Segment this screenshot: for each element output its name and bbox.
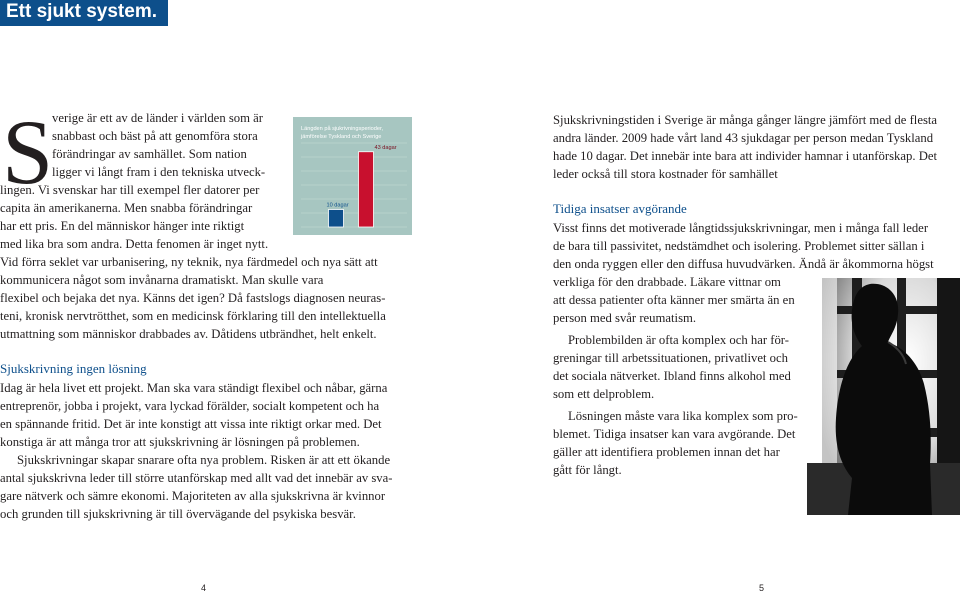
intro-line: ligger vi långt fram i den tekniska utveck- — [52, 165, 266, 179]
body-line: greningar till arbetssituationen, privatlivet och — [553, 351, 789, 365]
body-line: Idag är hela livet ett projekt. Man ska vara ständigt flexibel och nåbar, gärna — [0, 381, 388, 395]
body-line: Visst finns det motiverade långtidssjukskrivningar, men i många fall leder — [553, 221, 929, 235]
body-line: Lösningen måste vara lika komplex som pro- — [568, 409, 798, 423]
body-line: leder också till stora kostnader för samhället — [553, 167, 778, 181]
intro-line: snabbast och bäst på att genomföra stora — [52, 129, 258, 143]
body-line: antal sjukskrivna leder till större utanförskap med allt vad det innebär av sva- — [0, 471, 393, 485]
page-number-left: 4 — [201, 583, 207, 593]
intro-line: lingen. Vi svenskar har till exempel fler datorer per — [0, 183, 260, 197]
body-line: utmattning som människor drabbades av. Dåtidens utbrändhet, helt enkelt. — [0, 327, 377, 341]
body-line: det sociala nätverket. Ibland finns alkohol med — [553, 369, 791, 383]
body-line: gäller att identifiera problemen innan det har — [553, 445, 780, 459]
body-line: de bara till passivitet, nedstämdhet och isolering. Problemet sitter sällan i — [553, 239, 925, 253]
dropcap: S — [2, 101, 54, 203]
body-line: person med svår reumatism. — [553, 311, 697, 325]
section-heading: Tidiga insatser avgörande — [553, 201, 687, 216]
body-line: kommunicera något som invånarna dramatiskt. Man skulle vara — [0, 273, 324, 287]
chart-data-label: 43 dagar — [374, 144, 397, 151]
body-line: gare nätverk och sämre ekonomi. Majoriteten av alla sjukskrivna är kvinnor — [0, 489, 386, 503]
body-line: teni, kronisk nervtrötthet, som en medicinsk förklaring till den intellektuella — [0, 309, 386, 323]
chart-bar-tyskland — [329, 210, 344, 228]
chart-bar-sverige — [359, 152, 374, 227]
body-line: Sjukskrivningstiden i Sverige är många gånger längre jämfört med de flesta — [553, 113, 938, 127]
intro-line: förändringar av samhället. Som nation — [52, 147, 247, 161]
chart-data-label: 10 dagar — [326, 202, 349, 209]
body-line: som ett delproblem. — [553, 387, 655, 401]
page-number-right: 5 — [759, 583, 765, 593]
title-bar — [0, 0, 168, 26]
sick-leave-chart — [293, 117, 412, 235]
body-line: hade 10 dagar. Det innebär inte bara att individer hamnar i utanförskap. Det — [553, 149, 938, 163]
body-line: verkliga för den drabbade. Läkare vittnar om — [553, 275, 781, 289]
chart-canvas — [293, 117, 412, 235]
body-line: Vid förra seklet var urbanisering, ny teknik, nya färdmedel och nya sätt att — [0, 255, 378, 269]
intro-line: capita än amerikanerna. Men snabba förändringar — [0, 201, 253, 215]
body-line: blemet. Tidiga insatser kan vara avgörande. Det — [553, 427, 796, 441]
section-heading: Sjukskrivning ingen lösning — [0, 361, 147, 376]
chart-title-line: jämförelse Tyskland och Sverige — [301, 134, 382, 140]
body-line: konstiga är att många tror att sjukskrivning är lösningen på problemen. — [0, 435, 360, 449]
intro-line: verige är ett av de länder i världen som är — [52, 111, 264, 125]
body-line: den onda ryggen eller den diffusa huvudvärken. Ändå är åkommorna högst — [553, 257, 934, 271]
page-title: Ett sjukt system. — [6, 1, 157, 22]
intro-line: med lika bra som andra. Detta fenomen är inget nytt. — [0, 237, 269, 251]
intro-line: har ett pris. En del människor hänger inte riktigt — [0, 219, 245, 233]
body-line: andra länder. 2009 hade vårt land 43 sjukdagar per person medan Tyskland — [553, 131, 934, 145]
body-line: gått för långt. — [553, 463, 622, 477]
body-line: Problembilden är ofta komplex och har för- — [568, 333, 790, 347]
chart-title-line: Längden på sjukrivningsperioder, — [301, 126, 384, 132]
body-line: flexibel och bejaka det nya. Känns det igen? Då fastslogs diagnosen neuras- — [0, 291, 386, 305]
body-line: att dessa patienter ofta känner mer smärta än en — [553, 293, 795, 307]
body-line: entreprenör, jobba i projekt, vara lyckad förälder, socialt kompetent och ha — [0, 399, 380, 413]
body-line: en spännande fritid. Det är inte konstigt att vissa inte riktigt orkar med. Det — [0, 417, 382, 431]
body-line: Sjukskrivningar skapar snarare ofta nya problem. Risken är att ett ökande — [17, 453, 391, 467]
body-line: och grunden till sjukskrivning är till övervägande del psykiska besvär. — [0, 507, 356, 521]
